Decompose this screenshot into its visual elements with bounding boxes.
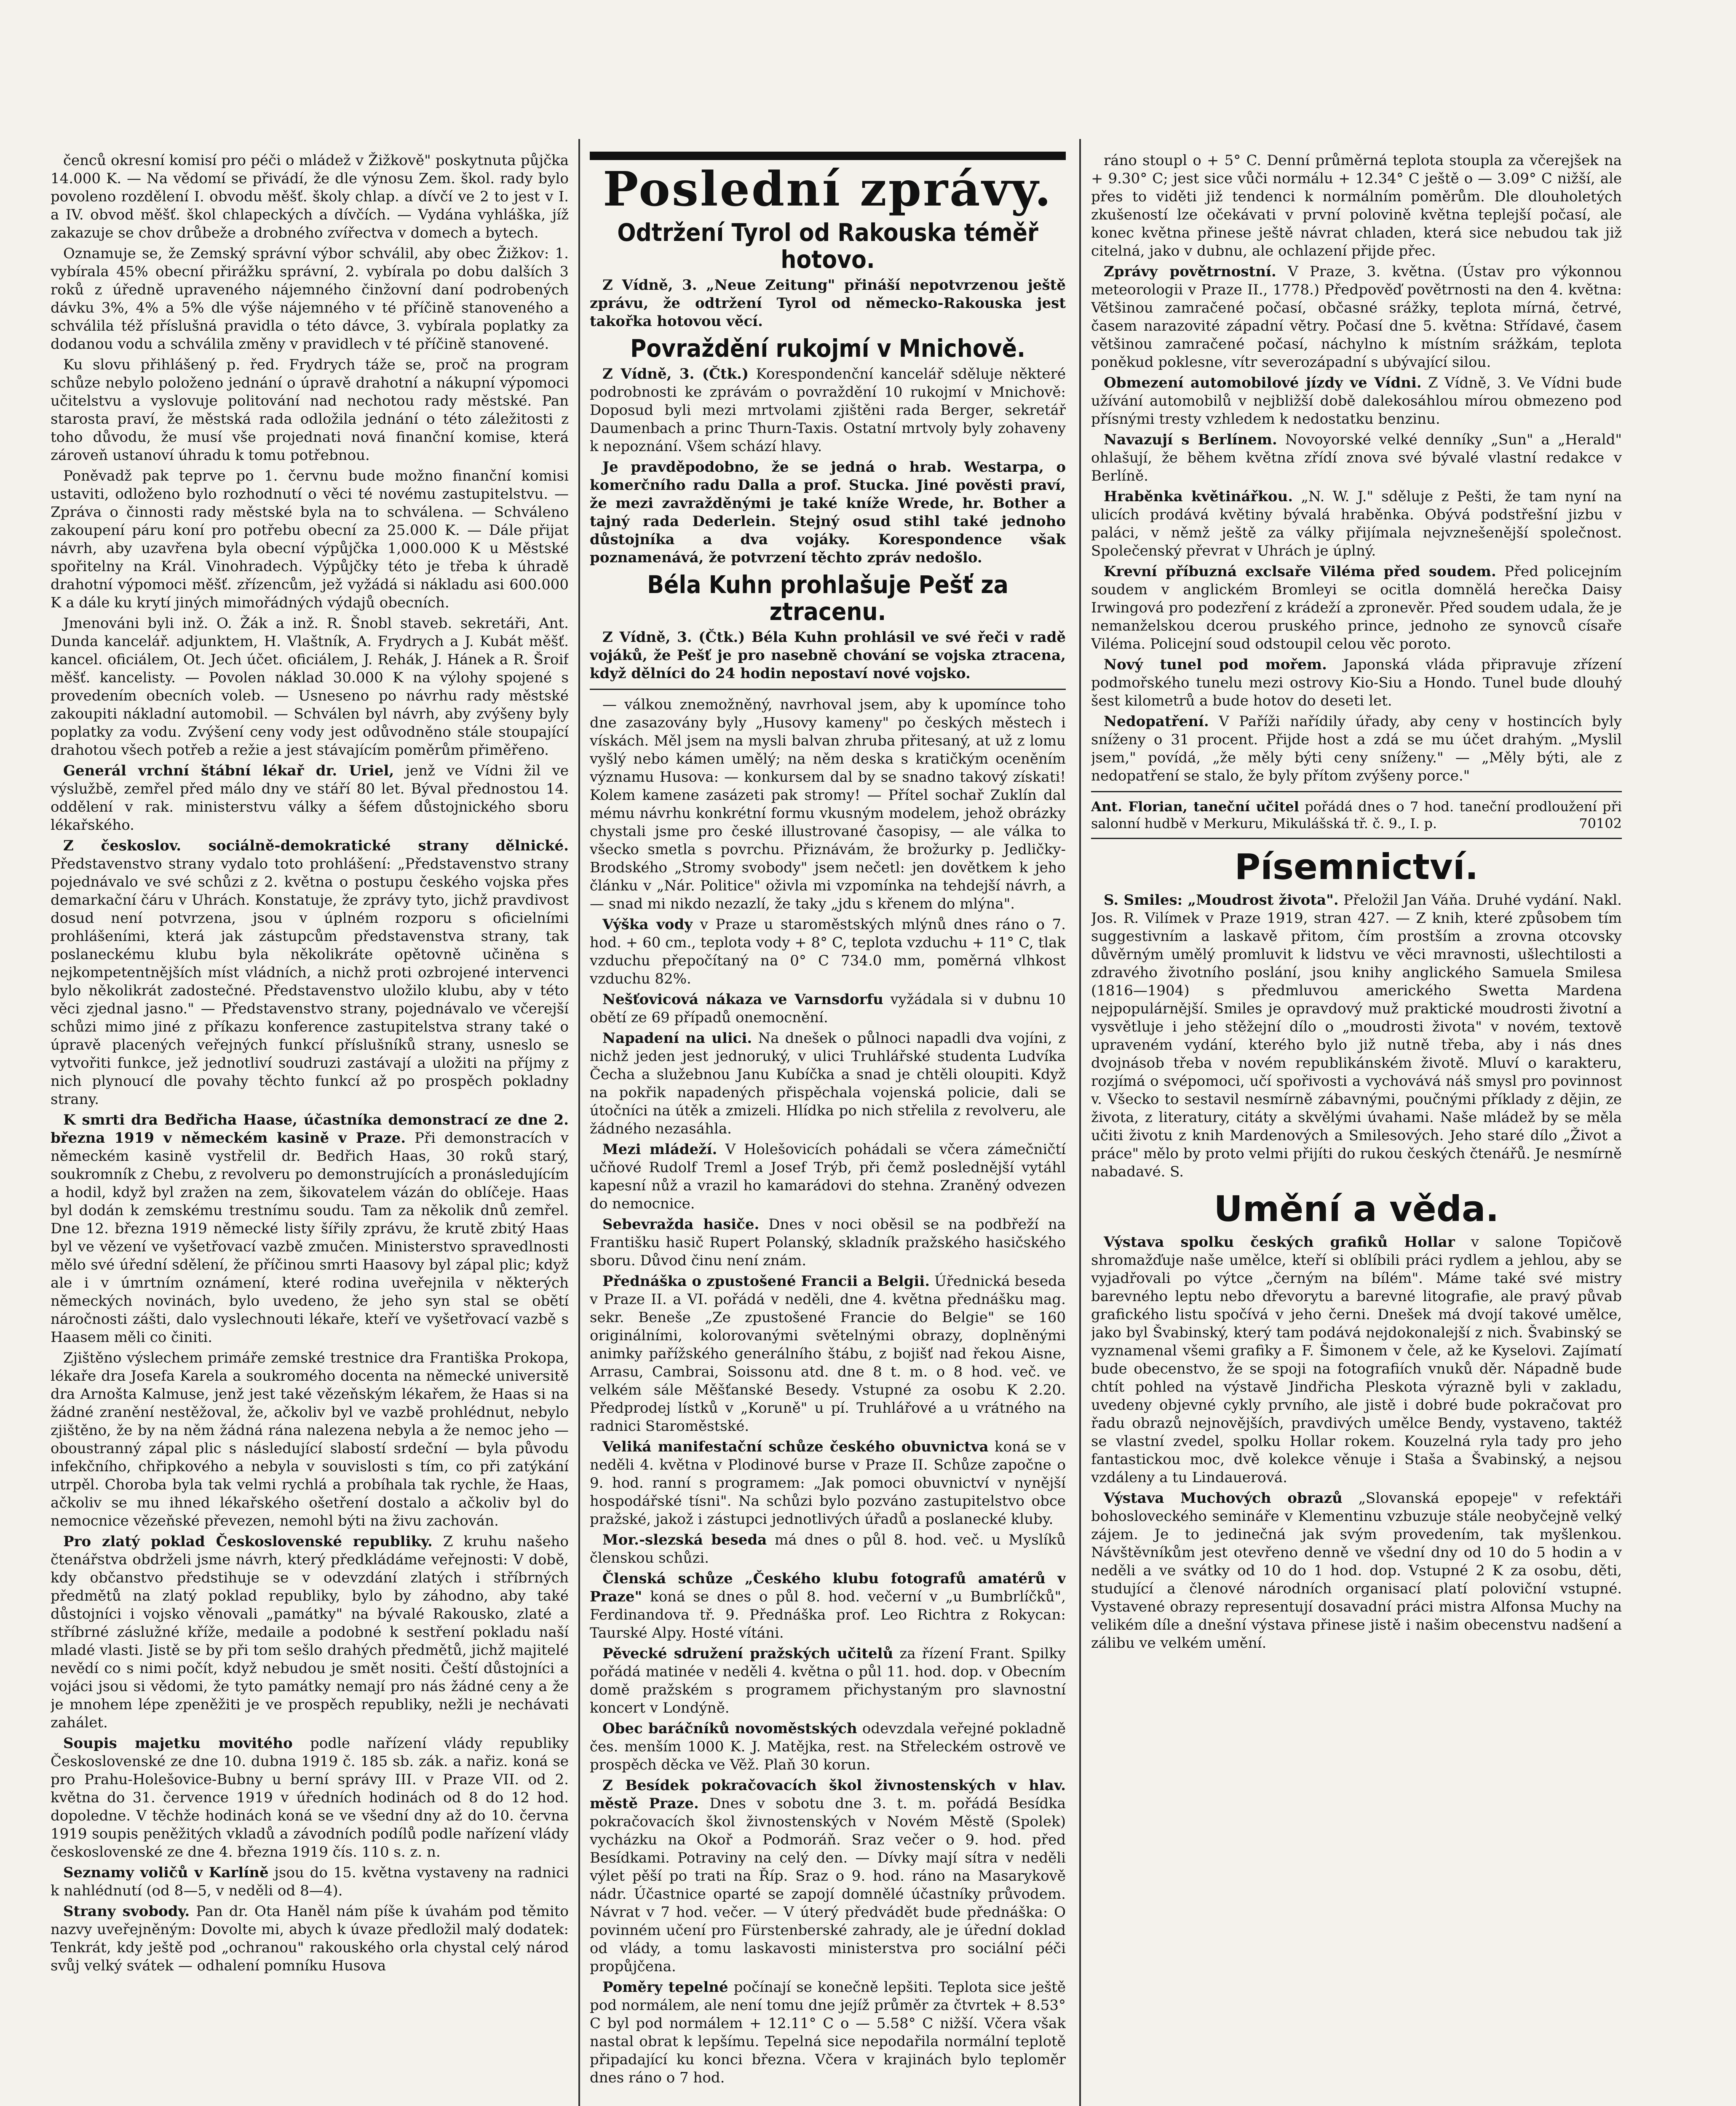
article-text: Béla Kuhn prohlásil ve své řeči v radě vojáků, že Pešť je pro nasebně chování se vojska ztracena, když dělníci do 24 hodin nepostaví nové vojsko. bbox=[590, 629, 1066, 682]
article-paragraph bbox=[590, 1645, 1066, 1717]
article-lead: Přednáška o zpustošené Francii a Belgii. bbox=[602, 1273, 930, 1290]
article-paragraph bbox=[590, 1216, 1066, 1270]
article-paragraph bbox=[1091, 563, 1622, 653]
article-paragraph bbox=[590, 276, 1066, 331]
article-lead: Strany svobody. bbox=[63, 1903, 190, 1920]
article-text: Japonská vláda připravuje zřízení podmořského tunelu mezi ostrovy Kio-Siu a Hondo. Tunel bude dlouhý šest kilometrů a bude hotov do deseti let. bbox=[1091, 656, 1622, 709]
article-paragraph bbox=[51, 152, 569, 242]
article-paragraph bbox=[1091, 152, 1622, 260]
article-lead: Pro zlatý poklad Československé republiky. bbox=[63, 1533, 433, 1550]
article-text: vyžádala si v dubnu 10 obětí ze 69 případů onemocnění. bbox=[590, 991, 1066, 1026]
article-paragraph bbox=[590, 916, 1066, 988]
section-heading: Písemnictví. bbox=[1234, 846, 1479, 887]
divider bbox=[1091, 791, 1622, 792]
article-lead: Obec baráčníků novoměstských bbox=[602, 1720, 857, 1737]
article-paragraph bbox=[590, 1570, 1066, 1642]
ad-number: 70102 bbox=[1579, 815, 1622, 831]
article-text: Přeložil Jan Váňa. Druhé vydání. Nakl. Jos. R. Vilímek v Praze 1919, stran 427. — Z knih, které způsobem tím suggestivním a laskavě přitom, čím prostším a zrovna otcovsky důvěrným umělý promluvit k lidstvu ve věci mravnosti, ušlechtilosti a zdravého životního poslání, jsou knihy anglického Samuela Smilesa (1816—1904) s předmluvou amerického Swetta Mardena nejpopulárnější. Smiles je opravdový muž praktické moudrosti životní a vysvětluje i jeho stěžejní dílo o „moudrosti života" v novém, textově upraveném vydání, kterého bylo již nutně třeba, aby i nás dnes dvojnásob třeba v novém republikánském životě. Mluví o karakteru, rozjímá o svépomoci, učí spořivosti a vychovává náš smysl pro povinnost v. Všecko to sestavil nesmírně zábavnými, poučnými příklady z dějin, ze života, z literatury, citáty a skvělými úvahami. Naše mládež by se měla učiti životu z knih Mardenových a Smilesových. Jeho staré dílo „Život a práce" mělo by proto velmi přijíti do rukou českých čtenářů. Je nesmírně nabadavé. S. bbox=[1091, 892, 1622, 1180]
article-paragraph bbox=[590, 1272, 1066, 1435]
article-paragraph bbox=[51, 467, 569, 612]
article-text: — válkou znemožněný, navrhoval jsem, aby k upomínce toho dne zasazovány byly „Husovy kameny" po českých městech i vískách. Měl jsem na mysli balvan zhruba přitesaný, at už z lomu vyšlý nebo kámen umělý; na něm deska s kratičkým oceněním významu Husova: — konkursem dal by se snadno takový získati! Kolem kamene zasázeti pak stromy! — Přítel sochař Zuklín dal mému návrhu konkrétní formu vkusným modelem, jehož obrázky chystali jsme pro české illustrované časopisy, — ale válka to všecko smetla s povrchu. Přiznávám, že brožurky p. Jedličky-Brodského „Stromy svobody" jsem nečetl: jen dovětkem k jeho článku v „Nár. Politice" oživla mi vzpomínka na tehdejší návrh, a — snad mi nikdo nezazlí, že taky „jdu s křenem do mlýna". bbox=[590, 696, 1066, 912]
article-text: počínají se konečně lepšiti. Teplota sice ještě pod normálem, ale není tomu dne jejíž průměr za čtvrtek + 8.53° C byl pod normálem + 12.11° C o — 5.58° C nižší. Včera však nastal obrat k lepšímu. Tepelná sice nepodařila normální teplotě připadající ku konci března. Včera v krajinách bylo teploměr dnes ráno o 7 hod. bbox=[590, 1979, 1066, 2086]
article-text: má dnes o půl 8. hod. več. u Myslíků členskou schůzi. bbox=[590, 1531, 1066, 1566]
article-text: Korespondenční kancelář sděluje některé podrobnosti ke zprávám o povraždění 10 rukojmí v Mnichově: Doposud byli mezi mrtvolami zjištěni rada Berger, sekretář Daumenbach a princ Thurn-Taxis. Ostatní mrtvoly byly zohaveny k nepoznání. Všem schází hlavy. bbox=[590, 366, 1066, 455]
article-paragraph bbox=[1091, 488, 1622, 560]
article-lead: Hraběnka květinářkou. bbox=[1104, 488, 1293, 505]
section-masthead: Poslední zprávy. bbox=[603, 162, 1053, 217]
article-lead: Soupis majetku movitého bbox=[63, 1735, 293, 1752]
article-text: Před policejním soudem v anglickém Bromleyi se ocitla domnělá herečka Daisy Irwingová pro podezření z krádeží a zpronevěr. Před soudem udala, že je nemanželskou dcerou pruského prince, jednoho ze synovců císaře Viléma. Policejní soud odstoupil celou věc poroto. bbox=[1091, 563, 1622, 652]
article-paragraph bbox=[590, 1978, 1066, 2087]
article-lead: Z Vídně, 3. bbox=[602, 277, 697, 294]
article-paragraph bbox=[51, 837, 569, 1109]
article-paragraph bbox=[590, 696, 1066, 913]
article-paragraph bbox=[51, 1735, 569, 1861]
article-paragraph bbox=[51, 615, 569, 759]
article-text: V Holešovicích pohádali se včera zámečničtí učňové Rudolf Treml a Josef Trýb, při čemž poslednější vytáhl kapesní nůž a vrazil ho kamarádovi do stehna. Zraněný odvezen do nemocnice. bbox=[590, 1141, 1066, 1212]
article-lead: S. Smiles: „Moudrost života". bbox=[1104, 892, 1339, 909]
article-text: Na dnešek o půlnoci napadli dva vojíni, z nichž jeden jest jednoruký, v ulici Truhlářské studenta Ludvíka Čecha a služebnou Janu Kubíčka a snad je chtěli oloupiti. Když na pokřik napadených přispěchala vojenská policie, dali se útočníci na útěk a zmizeli. Hlídka po nich střelila z revolveru, ale žádného nezasáhla. bbox=[590, 1030, 1066, 1137]
article-paragraph bbox=[590, 1531, 1066, 1567]
article-paragraph bbox=[1091, 431, 1622, 485]
article-paragraph bbox=[590, 1777, 1066, 1976]
article-lead: Z Vídně, 3. (Čtk.) bbox=[602, 366, 749, 382]
article-text: „N. W. J." sděluje z Pešti, že tam nyní na ulicích prodává květiny bývalá hraběnka. Obývá podstřešní jizbu v paláci, v němž ještě za války přijímala nejvznešenější společnost. Společenský převrat v Uhrách je úplný. bbox=[1091, 488, 1622, 559]
article-lead: Krevní příbuzná exclsaře Viléma před soudem. bbox=[1104, 563, 1496, 580]
article-text: Je pravděpodobno, že se jedná o hrab. Westarpa, o komerčního radu Dalla a prof. Stucka. Jiné pověsti praví, že mezi zavražděnými je také kníže Wrede, hr. Bother a tajný rada Dederlein. Stejný osud stihl také jednoho důstojníka a dva vojáky. Korespondence však poznamenává, že potvrzení těchto zpráv nedošlo. bbox=[590, 459, 1066, 566]
article-text: Oznamuje se, že Zemský správní výbor schválil, aby obec Žižkov: 1. vybírala 45% obecní přirážku správní, 2. vybírala po dobu dalších 3 roků z úředně upraveného nájemného činžovní daní podrobených dávku 3%, 4% a 5% dle výše nájemného v té příčině stanoveného a schválila též příslušná pravidla o této dávce, 3. vybírala poplatky za dodanou vodu a schválila změny v pravidlech v té příčině stanovené. bbox=[51, 245, 569, 353]
article-paragraph bbox=[51, 356, 569, 465]
article-paragraph bbox=[51, 1111, 569, 1347]
article-lead: Z českoslov. sociálně-demokratické strany dělnické. bbox=[63, 837, 569, 854]
article-text: ráno stoupl o + 5° C. Denní průměrná teplota stoupla za včerejšek na + 9.30° C; jest sice vůči normálu + 12.34° C ještě o — 3.09° C nižší, ale přes to viděti již tendenci k normálním poměrům. Dle dlouholetých zkušeností lze očekávati v první polovině května teplejší počasí, ale konec května přinese ještě návrat chladen, která sice nebudou tak již citelná, jako v dubnu, ale ochlazení přijde přec. bbox=[1091, 152, 1622, 259]
article-text: Úřednická beseda v Praze II. a VI. pořádá v neděli, dne 4. května přednášku mag. sekr. Beneše „Ze zpustošené Francie do Belgie" se 160 originálními, kolorovanými světelnými obrazy, doplněnými animky pařížského generálního štábu, z bojišť nad řekou Aisne, Arrasu, Cambrai, Soissonu atd. dne 8 t. m. o 8 hod. več. ve velkém sále Měšťanské Besedy. Vstupné za osobu K 2.20. Předprodej lístků v „Koruně" u pí. Truhlářové a u vrátného na radnici Staroměstské. bbox=[590, 1273, 1066, 1435]
article-lead: Seznamy voličů v Karlíně bbox=[63, 1864, 269, 1881]
ad-text: pořádá dnes o 7 hod. taneční prodloužení při salonní hudbě v Merkuru, Mikulášská tř. č. 9., I. p. bbox=[1091, 799, 1622, 831]
article-text: odevzdala veřejné pokladně čes. menším 1000 K. J. Matějka, rest. na Střeleckém ostrově ve prospěch děcka ve Věž. Plaň 30 korun. bbox=[590, 1720, 1066, 1773]
article-lead: Generál vrchní štábní lékař dr. Uriel, bbox=[63, 762, 394, 779]
article-paragraph bbox=[1091, 263, 1622, 371]
article-lead: Mezi mládeží. bbox=[602, 1141, 717, 1158]
article-lead: Výstava Muchových obrazů bbox=[1104, 1490, 1343, 1507]
article-lead: K smrti dra Bedřicha Haase, účastníka demonstrací ze dne 2. března 1919 v německém kasině v Praze. bbox=[51, 1112, 569, 1147]
middle-column bbox=[590, 152, 1066, 2106]
column-rule bbox=[1079, 139, 1081, 2106]
article-lead: Poměry tepelné bbox=[602, 1979, 728, 1996]
article-paragraph bbox=[590, 365, 1066, 456]
article-paragraph bbox=[51, 762, 569, 834]
article-lead: Napadení na ulici. bbox=[602, 1030, 752, 1047]
news-headline: Béla Kuhn prohlašuje Pešť za ztracenu. bbox=[647, 570, 1008, 626]
article-paragraph bbox=[1091, 656, 1622, 710]
article-lead: Veliká manifestační schůze českého obuvnictva bbox=[602, 1438, 989, 1455]
article-paragraph bbox=[590, 458, 1066, 567]
divider bbox=[1091, 838, 1622, 839]
classified-ad bbox=[1091, 798, 1622, 832]
article-text: „Neue Zeitung" přináší nepotvrzenou ještě zprávu, že odtržení Tyrol od německo-Rakouska jest takořka hotovou věcí. bbox=[590, 277, 1066, 330]
article-paragraph bbox=[1091, 1489, 1622, 1652]
right-column bbox=[1091, 152, 1622, 2106]
article-paragraph bbox=[590, 991, 1066, 1027]
article-lead: Nešťovicová nákaza ve Varnsdorfu bbox=[602, 991, 883, 1008]
article-lead: Sebevražda hasiče. bbox=[602, 1216, 760, 1233]
article-lead: Nedopatření. bbox=[1104, 713, 1209, 730]
article-lead: Z Besídek pokračovacích škol živnostenských v hlav. městě Praze. bbox=[590, 1777, 1066, 1812]
article-text: jsou do 15. května vystaveny na radnici k nahlédnutí (od 8—5, v neděli od 8—4). bbox=[51, 1864, 569, 1899]
article-text: Jmenováni byli inž. O. Žák a inž. R. Šnobl staveb. sekretáři, Ant. Dunda kancelář. adjunktem, H. Vlaštník, A. Frydrych a J. Kubát měšť. kancel. oficiálem, Ot. Jech účet. oficiálem, J. Rehák, J. Hánek a R. Šroif měšť. kancelisty. — Povolen náklad 30.000 K na výlohy spojené s provedením obecních voleb. — Usneseno po návrhu rady městské zakoupiti nákladní automobil. — Schválen byl návrh, aby zvýšeny byly poplatky za vodu. Zvýšení ceny vody jest odůvodněno stále stoupající drahotou všech potřeb a režie a jest stávajícím poměrům přiměřeno. bbox=[51, 615, 569, 759]
news-items bbox=[590, 219, 1066, 683]
article-text: podle nařízení vlády republiky Československé ze dne 10. dubna 1919 č. 185 sb. zák. a nařiz. koná se pro Prahu-Holešovice-Bubny u berní správy III. v Praze VII. od 2. května do 31. července 1919 v úředních hodinách od 8 do 12 hod. dopoledne. V těchže hodinách koná se ve všední dny až do 10. června 1919 soupis peněžitých vkladů a závodních podílů podle nařízení vlády československé ze dne 4. března 1919 čís. 110 s. z. n. bbox=[51, 1735, 569, 1860]
article-paragraph bbox=[1091, 374, 1622, 428]
article-text: jenž ve Vídni žil ve výslužbě, zemřel před málo dny ve stáří 80 let. Býval přednostou 14. oddělení v rak. ministerstvu války a šéfem důstojnického sboru lékařského. bbox=[51, 762, 569, 834]
news-headline: Odtržení Tyrol od Rakouska téměř hotovo. bbox=[617, 218, 1038, 274]
article-paragraph bbox=[51, 1349, 569, 1530]
article-text: v Praze u staroměstských mlýnů dnes ráno o 7. hod. + 60 cm., teplota vody + 8° C, teplota vzduchu + 11° C, tlak vzduchu přepočítaný na 0° C 734.0 mm, poměrná vlhkost vzduchu 82%. bbox=[590, 916, 1066, 987]
article-paragraph bbox=[590, 1438, 1066, 1529]
article-text: koná se dnes o půl 8. hod. večerní v „u Bumbrlíčků", Ferdinandova tř. 9. Přednáška prof. Leo Richtra z Rokycan: Taurské Alpy. Hosté vítáni. bbox=[590, 1588, 1066, 1641]
article-paragraph bbox=[590, 1720, 1066, 1774]
article-lead: Mor.-slezská beseda bbox=[602, 1531, 767, 1548]
article-text: Zjištěno výslechem primáře zemské trestnice dra Františka Prokopa, lékaře dra Josefa Karela a soukromého docenta na německé universitě dra Arnošta Kalmuse, jenž jest také vězeňským lékařem, že Haas si na žádné zranění nestěžoval, že, ačkoliv byl ve vazbě prohlédnut, nebylo zjištěno, že by na něm žádná rána nalezena nebyla a že nemoc jeho — oboustranný zápal plic s následující slabostí srdeční — byla původu infekčního, chřipkového a nebyla v souvislosti s tím, co při zatýkání utrpěl. Choroba byla tak velmi rychlá a probíhala tak rychle, že Haas, ačkoliv se mu ihned lékařského ošetření dostalo a ačkoliv byl do nemocnice vězeňské převezen, nemohl býti na živu zachován. bbox=[51, 1350, 569, 1529]
article-text: V Paříži nařídily úřady, aby ceny v hostincích byly sníženy o 31 procent. Přijde host a zdá se mu účet drahým. „Myslil jsem," povídá, „že měly býti ceny sníženy." — „Měly býti, ale z nedopatření se stalo, že byly přítom zvýšeny porce." bbox=[1091, 713, 1622, 784]
article-paragraph bbox=[590, 1029, 1066, 1138]
article-lead: Z Vídně, 3. (Čtk.) bbox=[602, 629, 745, 646]
article-text: Z kruhu našeho čtenářstva obdrželi jsme návrh, který předkládáme veřejnosti: V době, kdy občanstvo předstihuje se v odevzdání zlatých i stříbrných předmětů na zlatý poklad republiky, bylo by záhodno, aby také důstojníci i vojsko věnovali „památky" na bývalé Rakousko, zlaté a stříbrné záslužné kříže, medaile a podobné k sestření pokladu naší mladé vlasti. Jistě se by při tom sešlo drahých předmětů, jichž majitelé nevědí co s nimi počít, když nebudou je smět nositi. Čeští důstojníci a vojáci jsou si vědomi, že tyto památky nemají pro nás žádné ceny a že je mnohem lépe zpeněžiti je ve prospěch republiky, nežli je nechávati zahálet. bbox=[51, 1533, 569, 1731]
article-text: Dnes v sobotu dne 3. t. m. pořádá Besídka pokračovacích škol živnostenských v Novém Městě (Spolek) vycházku na Okoř a Podmoráň. Sraz večer o 9. hod. před Besídkami. Potraviny na celý den. — Dívky mají sítra v neděli výlet pěší po trati na Říp. Sraz o 9. hod. ráno na Masarykově nádr. Účastnice oparté se zapojí domnělé účastníky průvodem. Návrat v 7 hod. večer. — V úterý předvádět bude přednáška: O povinném učení pro Fürstenberské zahrady, ale je úřední doklad od vlády, a tomu laskavosti ministerstva pro sociální péči propůjčena. bbox=[590, 1795, 1066, 1975]
article-text: koná se v neděli 4. května v Plodinové burse v Praze II. Schůze započne o 9. hod. ranní s programem: „Jak pomoci obuvnictví v nynější hospodářské tísni". Na schůzi bylo pozváno zastupitelstvo obce pražské, jakož i zástupci jednotlivých úřadů a poslanecké kluby. bbox=[590, 1438, 1066, 1528]
article-text: Při demonstracích v německém kasině vystřelil dr. Bedřich Haas, 30 roků starý, soukromník z Chebu, z revolveru po demonstrujících a pronásledujícím a hodil, když byl zražen na zem, šikovatelem vázán do oblíčeje. Haas byl dodán k zemskému trestnímu soudu. Tam za několik dnů zemřel. Dne 12. března 1919 německé listy šířily zprávu, že krutě zbitý Haas byl ve vězení ve vyšetřovací vazbě zmučen. Ministerstvo spravedlnosti mělo své úřední sdělení, že příčinou smrti Haasovy byl zápal plic; když ale i v úmrtním oznámení, které rodina uveřejnila v některých německých novinách, bylo uvedeno, že jeho syn stal se obětí náročnosti zášti, dalo vyslechnouti lékaře, kteří ve vyšetřovací vazbě s Haasem měli co činiti. bbox=[51, 1130, 569, 1346]
article-paragraph bbox=[590, 628, 1066, 683]
article-text: za řízení Frant. Spilky pořádá matinée v neděli 4. května o půl 11. hod. dop. v Obecním domě pražském s programem přichystaným pro slavnostní koncert v Londýně. bbox=[590, 1645, 1066, 1716]
article-text: Představenstvo strany vydalo toto prohlášení: „Představenstvo strany pojednávalo ve své schůzi z 2. května o postupu českého vojska přes demarkační čáru v Uhrách. Konstatuje, že zprávy tyto, jichž pravdivost dosud není potvrzena, jsou v úplném rozporu s oficielními prohlášeními, která jak zástupcům představenstva strany, tak poslaneckému klubu byla několikráte opětovně učiněna s nejkompetentnějších míst vládních, a nichž proti ozbrojené intervenci bylo několikrát zadostečné. Představenstvo uložilo klubu, aby v této věci zjednal jasno." — Představenstvo strany, pojednávalo ve včerejší schůzi mimo jiné z příkazu konference zastupitelstva strany také o úpravě placených veřejných funkcí příslušníků strany, usneslo se vytvořiti funkce, jež jednotliví soudruzi zastávají a uložiti na příjmy z nich plynoucí dle povahy těchto funkcí až po prospěch pokladny strany. bbox=[51, 855, 569, 1108]
article-paragraph bbox=[590, 1141, 1066, 1213]
divider bbox=[590, 689, 1066, 690]
article-text: v salone Topičově shromažďuje naše umělce, kteří si oblíbili práci rydlem a jehlou, aby se vyjadřovali po výtce „černým na bílém". Máme také své mistry barevného leptu nebo dřevorytu a barevné litografie, ale pravý půvab grafického listu spočívá v jeho černi. Dnešek má dvojí takové umělce, jako byl Švabinský, který tam podává nejdokonalejší z nich. Švabinský se vyznamenal všemi grafiky a F. Šimonem v čele, až ke Kyselovi. Zajímatí bude obecenstvo, že se spoji na fotografiích vnuků děr. Nápadně bude chtít pohled na výstavě Jindřicha Pleskota výrazně byli v zakladu, uvedeny objevné cykly prvního, ale jistě i dobré bude pokračovat pro řadu obrazů nejnovějších, pravdivých umělce Bendy, vystaveno, taktéž se vlastní zvedel, spolku Hollar rokem. Kouzelná ryla tady pro jeho fantastickou moc, dvě kolekce věnuje i Staša a Švabinský, a nejsou vzdáleny a tu Lindauerová. bbox=[1091, 1234, 1622, 1486]
article-text: Novoyorské velké denníky „Sun" a „Herald" ohlašují, že během května zřídí znova své bývalé vlastní redakce v Berlíně. bbox=[1091, 431, 1622, 484]
article-paragraph bbox=[1091, 891, 1622, 1181]
article-text: čenců okresní komisí pro péči o mládež v Žižkově" poskytnuta půjčka 14.000 K. — Na vědomí se přivádí, že dle výnosu Zem. škol. rady bylo povoleno rozdělení I. obvodu měšť. školy chlap. a dívčí ve 2 to jest v I. a IV. obvod měšť. škol chlapeckých a dívčích. — Vydána vyhláška, jíž zakazuje se chov drůbeže a drobného zvířectva v domech a bytech. bbox=[51, 152, 569, 241]
article-lead: Obmezení automobilové jízdy ve Vídni. bbox=[1104, 374, 1422, 391]
article-lead: Členská schůze „Českého klubu fotografů amatérů v Praze" bbox=[590, 1570, 1066, 1605]
article-text: V Praze, 3. května. (Ústav pro výkonnou meteorologii v Praze II., 1778.) Předpověď povětrnosti na den 4. května: Většinou zamračené počasí, občasné srážky, teplota mírná, četrvé, časem narazovité západní větry. Počasí dne 5. května: Střídavé, časem většinou zamračené počasí, náchylno k místním srážkám, teplota poněkud poklesne, vítr severozápadní s ubývající silou. bbox=[1091, 263, 1622, 371]
article-lead: Výstava spolku českých grafiků Hollar bbox=[1104, 1234, 1455, 1251]
left-column bbox=[51, 152, 569, 2106]
article-text: Dnes v noci oběsil se na podbřeží na Františku hasič Rupert Polanský, skladník pražského hasičského sboru. Důvod činu není znám. bbox=[590, 1216, 1066, 1269]
article-paragraph bbox=[51, 1533, 569, 1732]
article-text: Z Vídně, 3. Ve Vídni bude užívání automobilů v nejbližší době dalekosáhlou mírou obmezeno pod přísnými tresty vzhledem k nedostatku benzinu. bbox=[1091, 374, 1622, 428]
article-text: Poněvadž pak teprve po 1. červnu bude možno finanční komisi ustaviti, odloženo bylo rozhodnutí o věci té novému zastupitelstvu. — Zpráva o činnosti rady městské byla na to schválena. — Schváleno zakoupení páru koní pro potřebu obecní za 25.000 K. — Dále přijat návrh, aby uzavřena byla obecní výpůjčka 1,000.000 K u Městské spořitelny na Král. Vinohradech. Výpůjčky této je třeba k úhradě drahotní výpomoci měšť. zřízencům, jež vyžádá si nákladu asi 600.000 K a dále ku krytí jiných mimořádných výdajů obecních. bbox=[51, 468, 569, 611]
article-text: Pan dr. Ota Haněl nám píše k úvahám pod těmito nazvy uveřejněným: Dovolte mi, abych k úvaze předložil malý dodatek: Tenkrát, kdy ještě pod „ochranou" rakouského orla chystal celý národ svůj velký svátek — odhalení pomníku Husova bbox=[51, 1903, 569, 1974]
news-headline: Povraždění rukojmí v Mnichově. bbox=[630, 334, 1025, 363]
article-paragraph bbox=[1091, 713, 1622, 785]
article-text: „Slovanská epopeje" v refektáři bohosloveckého semináře v Klementinu vzbuzuje stále neobyčejně velký zájem. Je to jedinečná jak svým provedením, tak myšlenkou. Návštěvníkům jest otevřeno denně ve všední dny od 10 do 5 hodin a v neděli a ve svátky od 10 do 1 hod. dop. Vstupné 2 K za osobu, děti, studující a členové národních organisací platí poloviční vstupné. Vystavené obrazy representují dosavadní práci mistra Alfonsa Muchy na velikém díle a dnešní výstava přinese jistě i našim obecenstvu nadšení a zálibu ve velkém umění. bbox=[1091, 1490, 1622, 1652]
article-lead: Nový tunel pod mořem. bbox=[1104, 656, 1327, 673]
article-paragraph bbox=[51, 1903, 569, 1975]
article-paragraph bbox=[1091, 1233, 1622, 1487]
article-text: Ku slovu přihlášený p. řed. Frydrych táže se, proč na program schůze nebylo položeno jednání o úpravě drahotní a nákupní výpomoci učitelstvu a vyslovuje politování nad nechotou rady městské. Pan starosta praví, že městská rada odložila jednání o této záležitosti z toho důvodu, že musí vše projednati nová finanční komise, která zároveň ustanoví úhradu k tomu potřebnou. bbox=[51, 356, 569, 464]
ad-lead: Ant. Florian, taneční učitel bbox=[1091, 799, 1299, 815]
column-rule bbox=[578, 139, 580, 2106]
article-lead: Pěvecké sdružení pražských učitelů bbox=[602, 1645, 893, 1662]
article-paragraph bbox=[51, 1864, 569, 1900]
article-paragraph bbox=[51, 245, 569, 353]
article-lead: Výška vody bbox=[602, 916, 693, 933]
continued-items bbox=[590, 696, 1066, 2087]
article-lead: Navazují s Berlínem. bbox=[1104, 431, 1277, 448]
section-heading: Umění a věda. bbox=[1214, 1188, 1499, 1229]
article-lead: Zprávy povětrnostní. bbox=[1104, 263, 1276, 280]
masthead-rule bbox=[590, 152, 1066, 160]
